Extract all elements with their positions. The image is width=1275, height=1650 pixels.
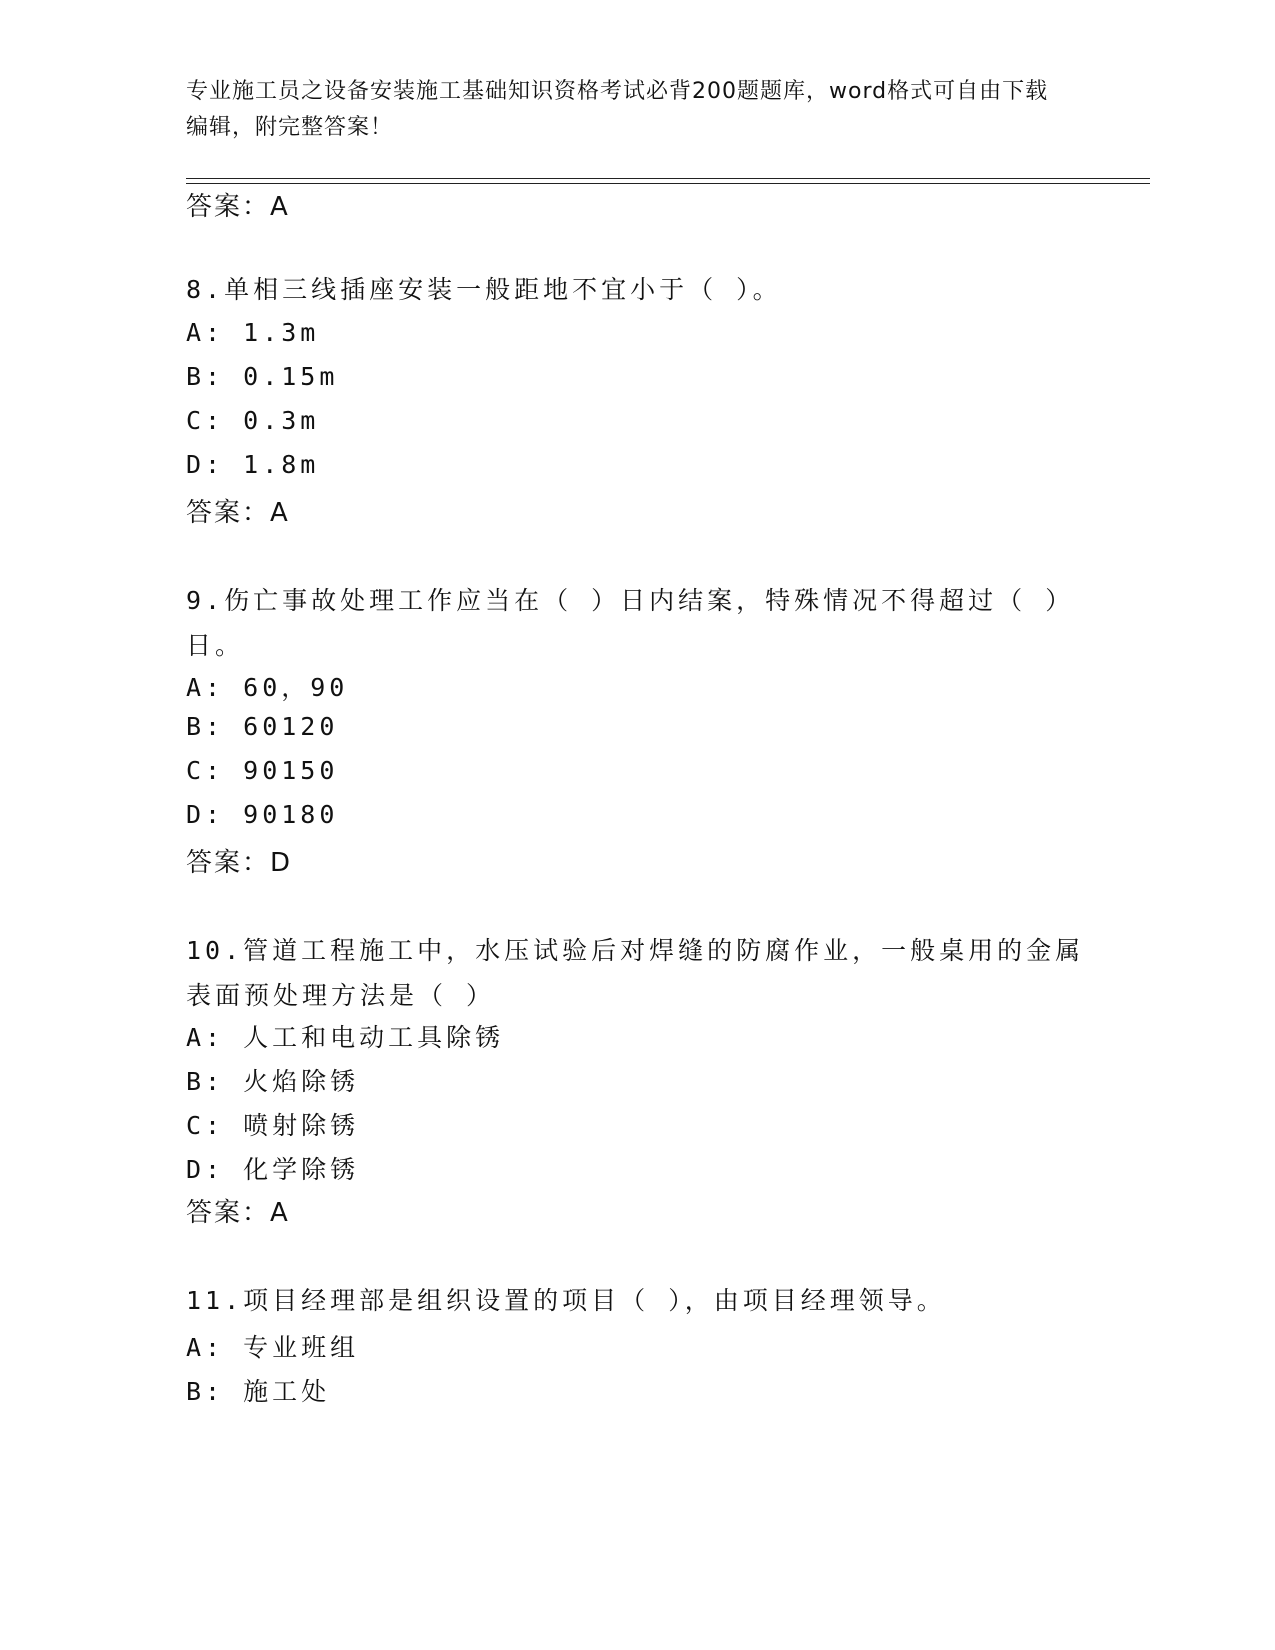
- header-rule-top: [186, 178, 1150, 179]
- q10-option-b: B: 火焰除锈: [186, 1067, 360, 1096]
- q11-option-a: A: 专业班组: [186, 1333, 360, 1362]
- q8-option-b: B: 0.15m: [186, 362, 339, 391]
- q9-option-a: A: 60，90: [186, 673, 349, 702]
- q9-answer: 答案：D: [186, 848, 293, 878]
- q10-option-d: D: 化学除锈: [186, 1155, 360, 1184]
- q9-option-c: C: 90150: [186, 756, 339, 785]
- q8-answer: 答案：A: [186, 498, 290, 528]
- q10-option-c: C: 喷射除锈: [186, 1111, 360, 1140]
- q8-option-c: C: 0.3m: [186, 406, 320, 435]
- question-9: 9.伤亡事故处理工作应当在（ ）日内结案，特殊情况不得超过（ ）日。: [186, 586, 1075, 660]
- q10-answer: 答案：A: [186, 1198, 290, 1228]
- q9-option-b: B: 60120: [186, 712, 339, 741]
- question-8: 8.单相三线插座安装一般距地不宜小于（ ）。: [186, 275, 782, 304]
- question-10: 10.管道工程施工中，水压试验后对焊缝的防腐作业，一般桌用的金属表面预处理方法是（ ）: [186, 936, 1085, 1010]
- q8-option-a: A: 1.3m: [186, 318, 320, 347]
- q9-option-d: D: 90180: [186, 800, 339, 829]
- answer-prev: 答案：A: [186, 192, 290, 222]
- q11-option-b: B: 施工处: [186, 1377, 331, 1406]
- question-11: 11.项目经理部是组织设置的项目（ ），由项目经理领导。: [186, 1286, 946, 1315]
- q10-option-a: A: 人工和电动工具除锈: [186, 1023, 505, 1052]
- document-header: 专业施工员之设备安装施工基础知识资格考试必背200题题库，word格式可自由下载编辑，附完整答案！: [186, 79, 1049, 140]
- q8-option-d: D: 1.8m: [186, 450, 320, 479]
- header-rule-bottom: [186, 183, 1150, 184]
